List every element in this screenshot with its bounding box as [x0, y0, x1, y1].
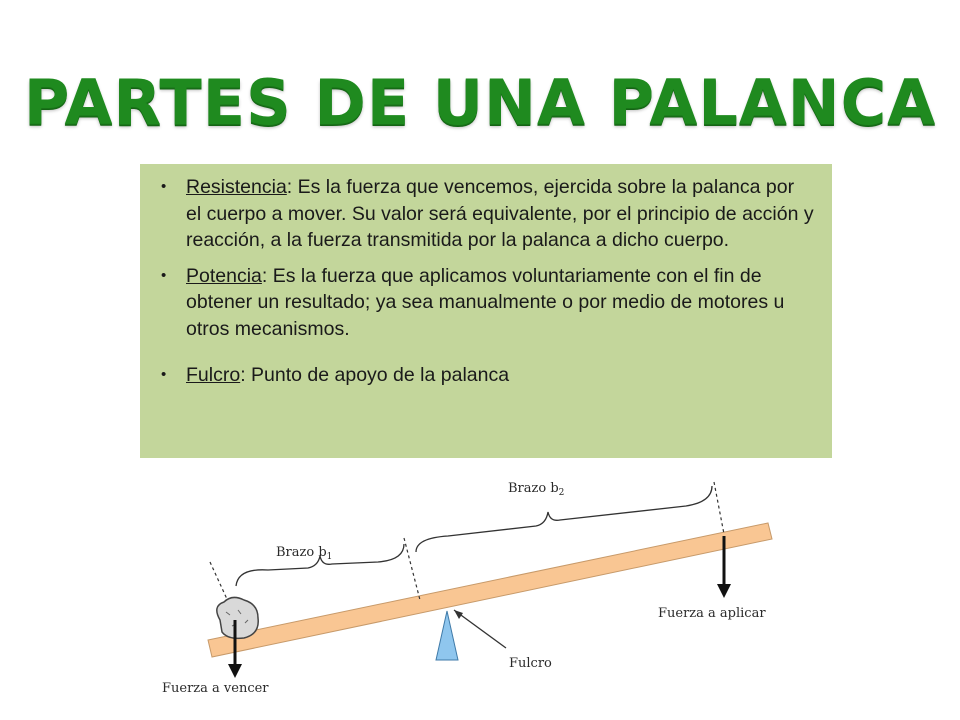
term-potencia: Potencia	[186, 264, 262, 287]
label-brazo-b2: Brazo $b_2$	[508, 481, 565, 498]
bullet-dot-icon: •	[161, 178, 167, 195]
lever-diagram	[158, 470, 802, 720]
bullet-potencia	[156, 263, 814, 343]
term-fulcro: Fulcro	[186, 364, 241, 386]
definition-potencia: : Es la fuerza que aplicamos voluntariamente con el fin de obtener un resultado; ya sea manualmente o por medio de motores u otros mecanismos.	[186, 264, 785, 340]
bullet-resistencia	[156, 174, 814, 254]
definitions-box	[140, 164, 832, 458]
label-brazo-b1: Brazo $b_1$	[276, 545, 333, 562]
label-fuerza-vencer: Fuerza a vencer	[162, 681, 269, 696]
fulcrum-pointer	[454, 610, 506, 648]
bullet-dot-icon: •	[161, 266, 167, 284]
load-rock-icon	[217, 597, 258, 638]
definition-resistencia: : Es la fuerza que vencemos, ejercida sobre la palanca por el cuerpo a mover. Su valor será equivalente, por el principio de acción y reacción, a la fuerza transmitida por la palanca a dicho cuerpo.	[186, 176, 814, 251]
label-fulcro: Fulcro	[509, 656, 552, 671]
label-fuerza-aplicar: Fuerza a aplicar	[658, 606, 766, 621]
fulcrum-icon	[436, 611, 458, 660]
bullet-fulcro	[156, 362, 814, 389]
term-resistencia: Resistencia	[186, 176, 287, 198]
slide-title: PARTES DE UNA PALANCA	[23, 66, 937, 139]
guide-line-effort	[714, 482, 724, 534]
title-container	[0, 66, 960, 139]
definition-fulcro: : Punto de apoyo de la palanca	[240, 364, 510, 386]
bullet-dot-icon: •	[161, 366, 167, 383]
